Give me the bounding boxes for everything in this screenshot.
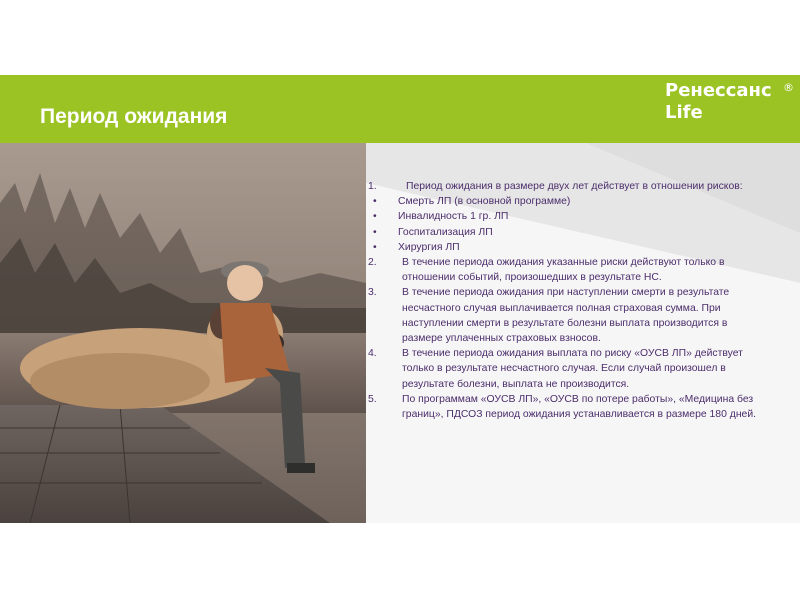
list-text: Инвалидность 1 гр. ЛП: [398, 211, 509, 223]
photo-boy-and-dog-on-pier: [0, 143, 366, 523]
list-item-2: [366, 255, 800, 285]
list-number: 3.: [368, 287, 377, 299]
bullet-icon: •: [373, 241, 377, 253]
bullet-icon: •: [373, 226, 377, 238]
brand-logo: [665, 80, 794, 124]
list-item-bullet-1: [366, 194, 800, 209]
logo-line-1: Ренессанс: [665, 80, 772, 101]
registered-mark: ®: [783, 81, 794, 94]
list-item-5: [366, 392, 800, 422]
list-number: 2.: [368, 257, 377, 269]
logo-line-2: Life: [665, 102, 703, 123]
list-text: Период ожидания в размере двух лет действует в отношении рисков:: [406, 181, 743, 192]
list-item-1: [366, 179, 800, 194]
list-text: Хирургия ЛП: [398, 241, 460, 253]
slide-title: Период ожидания: [40, 105, 228, 128]
list-text: Госпитализация ЛП: [398, 226, 493, 238]
list-number: 1.: [368, 181, 377, 192]
bullet-icon: •: [373, 196, 377, 208]
list-item-4: [366, 346, 800, 392]
list-text: В течение периода ожидания указанные риски действуют только в отношении событий, произошедших в результате НС.: [402, 257, 725, 284]
bullet-icon: •: [373, 211, 377, 223]
list-text: В течение периода ожидания при наступлении смерти в результате несчастного случая выплачивается полная страховая сумма. При наступлении смерти в результате болезни выплата производится в размере уплаченных страховых взносов.: [402, 287, 730, 345]
list-text: По программам «ОУСВ ЛП», «ОУСВ по потере работы», «Медицина без границ», ПДСОЗ период ожидания устанавливается в размере 180 дней.: [402, 393, 757, 421]
text-panel: [366, 143, 800, 523]
list-item-bullet-3: [366, 225, 800, 240]
list-text: В течение периода ожидания выплата по риску «ОУСВ ЛП» действует только в результате несчастного случая. Если случай произошел в результате болезни, выплата не производится.: [402, 348, 743, 390]
list-item-bullet-2: [366, 209, 800, 224]
list-number: 5.: [368, 393, 377, 405]
list-item-bullet-4: [366, 240, 800, 255]
list-item-3: [366, 285, 800, 346]
photo-illustration: [0, 143, 366, 523]
list-number: 4.: [368, 348, 377, 360]
waiting-period-list: [366, 179, 800, 422]
list-text: Смерть ЛП (в основной программе): [398, 196, 571, 208]
